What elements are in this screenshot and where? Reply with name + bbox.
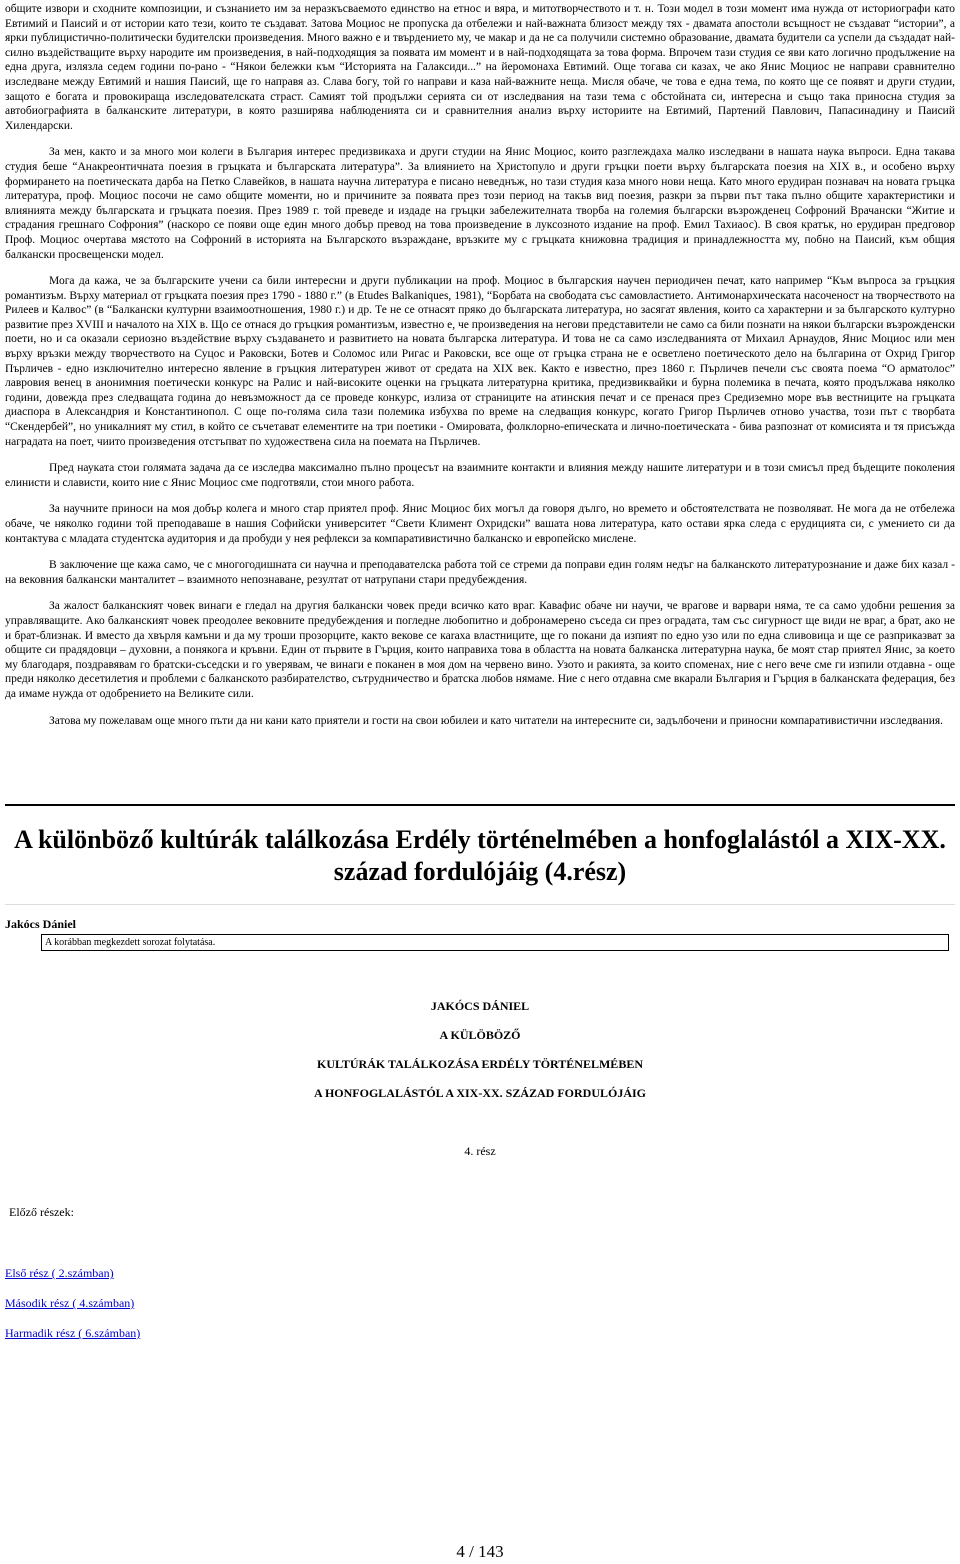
link-part-3[interactable]: Harmadik rész ( 6.számban) — [5, 1326, 141, 1341]
link-part-1[interactable]: Első rész ( 2.számban) — [5, 1266, 114, 1281]
section-divider — [5, 804, 955, 806]
link-part-2[interactable]: Második rész ( 4.számban) — [5, 1296, 135, 1311]
paragraph: общите извори и сходните композиции, и съзнанието им за неразкъсваемото единство на етнос и вяра, и митотворчеството и т. н. Този модел в този момент има нужда от историографи като Евтимий и Паисий и от истории като тези, които те създават. Затова Моциос не пропуска да отбележи и най-важната близост между тях - двамата апостоли всъщност не създават “истории”, а ярки публицистично-политически будителски произведения. Много важно е и твърдението му, че макар и да не са получили системно образование, двамата будители са успели да създадат най-силно въздействащите върху народите им произведения, в най-подходящия за появата им момент и в най-подходящата за това форма. Впрочем тази студия се яви като логично продължение на една друга, излязла седем години по-рано - “Някои бележки към “Историята на Галаксиди...” на йеромонаха Евтимий. Още тогава си казах, че ако Янис Моциос не направи сравнително изследване между Евтимий и нашия Паисий, ще го направя аз. Слава богу, той го направи и каза най-важните неща. Мисля обаче, че това е една тема, по която ще се появят и други студии, защото е богата и провокираща изследователската страст. Самият той продължи серията си от изследвания на тази тема с обстойната си, интересна и също така приносна студия за автобиографията в балканските литератури, в която разширява наблюденията си и сравнителния анализ върху историите на Евтимий, Партений Павлович, Папасинадину и Паисий Хилендарски. — [5, 3, 955, 132]
paragraph: За научните приноси на моя добър колега и много стар приятел проф. Янис Моциос бих могъл да говоря дълго, но времето и обстоятелствата не позволяват. Не мога да не отбележа обаче, че няколко години той преподаваше в нашия Софийски университет “Свети Климент Охридски” вашата нова литература, като остави ярка следа с ерудицията си, с умението си да контактува с младата студентска аудитория и да пробуди у нея рефлекси за компаративистично балканско и европейско мислене. — [5, 503, 955, 545]
previous-parts-links — [5, 1266, 955, 1341]
part-number: 4. rész — [464, 1144, 496, 1159]
article-lead: A korábban megkezdett sorozat folytatása. — [41, 934, 949, 951]
paragraph: Мога да кажа, че за българските учени са били интересни и други публикации на проф. Моциос в българския научен периодичен печат, като например “Към въпроса за гръцкия романтизъм. Върху материал от гръцката поезия през 1790 - 1880 г.” (в Etudes Balkaniques, 1981), “Борбата на свободата със самовластието. Антимонархическата насоченост на творчеството на Рилеев и Калвос” (в “Балкански културни взаимоотношения, 1980 г.) и др. Те не се отнасят пряко до българската литература, но засягат явления, които са характерни и за българското културно развитие през XVIII и началото на XIX в. Що се отнася до гръцкия романтизъм, известно е, че произведения на негови представители не само са били познати на някои български възрожденски поети, но и са оказали сериозно въздействие върху създаването и развитието на новата българска литература. И това не са само изследванията от Михаил Арнаудов, Янис Моциос или мен върху връзки между творчеството на Суцос и Раковски, Ботев и Соломос или Ригас и Раковски, все още от гръцка страна не е осветлено поетическото дело на българина от Охрид Григор Пърличев - едно изключително интересно явление в гръцкия литературен живот от средата на XIX век. Както е известно, през 1860 г. Пърличев печели със своята поема “О арматолос” лавровия венец в анонимния поетически конкурс на Ралис и най-високите оценки на гръцката литературна критика, предизвиквайки и бурна полемика в печата, която продължава няколко години, довежда през следващата година до невъзможност да се проведе конкурс, излиза от страниците на атинския печат и се пренася през Средиземно море във вестниците на гръцката диаспора в Александрия и Константинопол. С още по-голяма сила тази полемика избухва по време на следващия конкурс, когато Григор Пърличев отново участва, този път с творбата “Скендербей”, но уникалният му стил, в който се съчетават елементите на три поетики - Омировата, фолклорно-епическата и лично-поетическата - бива разпознат от комисията и тя присъжда наградата на поет, чиито произведения отстъпват по художествена сила на поемата на Пърличев. — [5, 275, 955, 448]
paragraph: За жалост балканският човек винаги е гледал на другия балкански човек преди всичко като враг. Кавафис обаче ни научи, че врагове и варвари няма, те са само удобни решения за управляващите. Ако балканският човек преодолее вековните предубеждения и погледне любопитно и добронамерено съседа си през оградата, там със сигурност ще види не враг, а брат, ако не и брат-близнак. И вместо да хвърля камъни и да му троши прозорците, както вековe се каraха властниците, ще го покани да изпият по едно узо или по една сливовица и ще се разприказват за общите си прадядовци – духовни, а понякога и кръвни. Един от първите в Гърция, които направиха това в областта на новата балканска литературна наука, бе моят стар приятел Янис, за което му благодаря, поздравявам го братски-съседски и го уверявам, че винаги е поканен в моя дом на червено вино. Узото и ракията, за които споменах, ние с него вече сме ги изпили отдавна - още преди няколко десетилетия и проблеми с балканското разбирателство, сътрудничество и братска любов нямаме. Ние с него отдавна сме вкарали България и Гърция в балканската федерация, без да имаме нужда от одобрението на Великите сили. — [5, 600, 955, 700]
caps-title-line: A KÜLÖBÖZŐ — [439, 1028, 521, 1043]
paragraph: Пред науката стои голямата задача да се изследва максимално пълно процесът на взаимните контакти и влияния между нашите литератури и в този смисъл пред бъдещите поколения елинисти и слависти, които ние с Янис Моциос сме подготвяли, стои много работа. — [5, 462, 955, 489]
paragraph: Затова му пожелавам още много пъти да ни кани като приятели и гости на свои юбилеи и като читатели на интересните си, задълбочени и приносни компаративистични изследвания. — [49, 714, 944, 727]
bulgarian-article-text — [5, 0, 955, 728]
page-number: 4 / 143 — [456, 1542, 504, 1561]
title-divider — [5, 904, 955, 905]
paragraph: За мен, както и за много мои колеги в България интерес предизвикаха и други студии на Янис Моциос, които разглеждаха малко изследвани в нашата наука въпроси. Една такава студия беше “Анакреонтичната поезия в гръцката и българската литература”. За влиянието на Христопуло и други гръцки поети върху българската поезия на XIX в., и особено върху формирането на поетическата дарба на Петко Славейков, в нашата научна литература е писано неведнъж, но тази студия каза много нови неща. Като много ерудиран познавач на новата гръцка литература, проф. Моциос посочи не само общите моменти, но и причините за появата през този период на такъв вид поезия, разкри за първи път така пълно общите характеристики и влиянията между българската и гръцката поезия. През 1989 г. той преведе и издаде на гръцки забележителната творба на големия български възрожденец Софроний Врачански “Житие и страдания грешнаго Софрония” (наскоро се появи още един много добър превод на това произведение в луксозното издание на проф. Емил Тахиаос). В своя кратък, но ерудиран предговор Проф. Моциос очертава мястото на Софроний в историята на Българското възраждане, връзките му с гръцката книжовна традиция и принадлежността му, побно на Паисий, към общия балкански просвещенски модел. — [5, 146, 955, 261]
caps-title-line: A HONFOGLALÁSTÓL A XIX-XX. SZÁZAD FORDULÓJÁIG — [313, 1086, 647, 1101]
caps-author: JAKÓCS DÁNIEL — [430, 999, 530, 1014]
article-title: A különböző kultúrák találkozása Erdély történelmében a honfoglalástól a XIX-XX. század fordulójáig (4.rész) — [14, 825, 946, 887]
previous-parts-label: Előző részek: — [9, 1205, 74, 1220]
article-author: Jakócs Dániel — [5, 917, 77, 932]
paragraph: В заключение ще кажа само, че с многогодишната си научна и преподавателска работа той се стреми да поправи един голям недъг на балканското литературознание и даже бих казал - на вековния балкански манталитет – взаимното непознаване, резултат от натрупани стари предубеждения. — [5, 559, 955, 586]
caps-title-line: KULTÚRÁK TALÁLKOZÁSA ERDÉLY TÖRTÉNELMÉBEN — [316, 1057, 643, 1072]
